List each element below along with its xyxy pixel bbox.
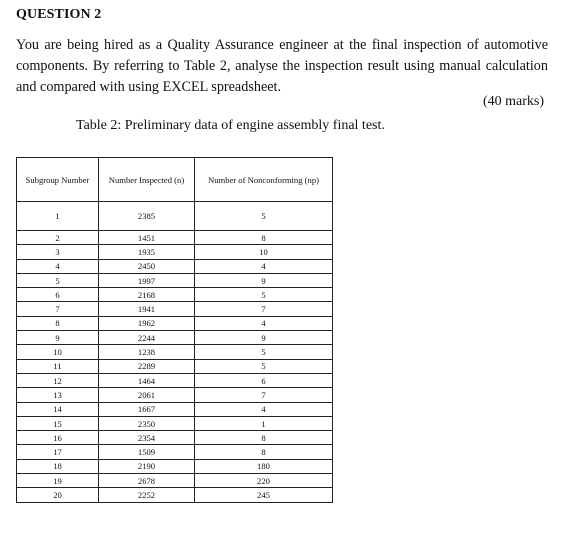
- cell-number-nonconforming: 5: [195, 345, 333, 359]
- cell-number-nonconforming: 8: [195, 231, 333, 245]
- cell-number-inspected: 1935: [99, 245, 195, 259]
- cell-subgroup-number: 12: [17, 373, 99, 387]
- table-row: [17, 316, 333, 330]
- cell-number-inspected: 2252: [99, 488, 195, 502]
- header-subgroup-number: Subgroup Number: [17, 158, 99, 202]
- question-body: You are being hired as a Quality Assurance engineer at the final inspection of automotive components. By referring to Table 2, analyse the inspection result using manual calculation and compared with using EXCEL spreadsheet.: [16, 37, 548, 95]
- cell-subgroup-number: 10: [17, 345, 99, 359]
- cell-subgroup-number: 15: [17, 416, 99, 430]
- cell-number-nonconforming: 4: [195, 316, 333, 330]
- cell-number-inspected: 2385: [99, 202, 195, 231]
- cell-number-inspected: 1962: [99, 316, 195, 330]
- cell-subgroup-number: 7: [17, 302, 99, 316]
- table-row: [17, 402, 333, 416]
- cell-number-inspected: 2190: [99, 459, 195, 473]
- table-body: [17, 202, 333, 503]
- cell-number-inspected: 1941: [99, 302, 195, 316]
- cell-subgroup-number: 14: [17, 402, 99, 416]
- cell-number-nonconforming: 7: [195, 302, 333, 316]
- cell-subgroup-number: 1: [17, 202, 99, 231]
- cell-number-inspected: 1238: [99, 345, 195, 359]
- cell-number-nonconforming: 4: [195, 259, 333, 273]
- marks-label: (40 marks): [482, 94, 544, 109]
- table-row: [17, 474, 333, 488]
- cell-subgroup-number: 9: [17, 331, 99, 345]
- table-row: [17, 288, 333, 302]
- cell-number-inspected: 2678: [99, 474, 195, 488]
- table-row: [17, 273, 333, 287]
- cell-number-nonconforming: 1: [195, 416, 333, 430]
- table-header-row: [17, 158, 333, 202]
- cell-subgroup-number: 20: [17, 488, 99, 502]
- table-row: [17, 359, 333, 373]
- cell-number-inspected: 1997: [99, 273, 195, 287]
- cell-subgroup-number: 16: [17, 431, 99, 445]
- inspection-data-table: [16, 157, 333, 503]
- cell-subgroup-number: 3: [17, 245, 99, 259]
- table-row: [17, 445, 333, 459]
- header-number-nonconforming: Number of Nonconforming (np): [195, 158, 333, 202]
- cell-subgroup-number: 8: [17, 316, 99, 330]
- cell-number-nonconforming: 180: [195, 459, 333, 473]
- cell-number-nonconforming: 5: [195, 202, 333, 231]
- table-row: [17, 431, 333, 445]
- cell-subgroup-number: 2: [17, 231, 99, 245]
- cell-subgroup-number: 11: [17, 359, 99, 373]
- cell-number-nonconforming: 9: [195, 273, 333, 287]
- cell-number-inspected: 2244: [99, 331, 195, 345]
- cell-number-nonconforming: 7: [195, 388, 333, 402]
- table-caption: Table 2: Preliminary data of engine assembly final test.: [76, 118, 385, 133]
- cell-number-nonconforming: 9: [195, 331, 333, 345]
- cell-number-inspected: 2061: [99, 388, 195, 402]
- cell-number-inspected: 2168: [99, 288, 195, 302]
- table-row: [17, 231, 333, 245]
- question-heading: QUESTION 2: [16, 7, 102, 22]
- cell-number-nonconforming: 245: [195, 488, 333, 502]
- table-row: [17, 345, 333, 359]
- data-table-container: [16, 157, 333, 503]
- table-row: [17, 202, 333, 231]
- header-number-inspected: Number Inspected (n): [99, 158, 195, 202]
- cell-subgroup-number: 6: [17, 288, 99, 302]
- cell-number-inspected: 1509: [99, 445, 195, 459]
- table-row: [17, 259, 333, 273]
- cell-subgroup-number: 13: [17, 388, 99, 402]
- cell-number-nonconforming: 8: [195, 431, 333, 445]
- cell-number-inspected: 1464: [99, 373, 195, 387]
- table-row: [17, 245, 333, 259]
- cell-number-inspected: 2354: [99, 431, 195, 445]
- cell-number-nonconforming: 10: [195, 245, 333, 259]
- cell-number-inspected: 1451: [99, 231, 195, 245]
- cell-number-inspected: 2289: [99, 359, 195, 373]
- cell-number-inspected: 2450: [99, 259, 195, 273]
- cell-subgroup-number: 19: [17, 474, 99, 488]
- table-row: [17, 302, 333, 316]
- cell-number-nonconforming: 220: [195, 474, 333, 488]
- cell-subgroup-number: 5: [17, 273, 99, 287]
- cell-number-inspected: 2350: [99, 416, 195, 430]
- cell-number-nonconforming: 6: [195, 373, 333, 387]
- table-row: [17, 373, 333, 387]
- table-row: [17, 488, 333, 502]
- cell-subgroup-number: 18: [17, 459, 99, 473]
- table-row: [17, 331, 333, 345]
- table-row: [17, 416, 333, 430]
- cell-number-nonconforming: 8: [195, 445, 333, 459]
- cell-subgroup-number: 4: [17, 259, 99, 273]
- table-row: [17, 459, 333, 473]
- cell-number-nonconforming: 4: [195, 402, 333, 416]
- cell-number-nonconforming: 5: [195, 359, 333, 373]
- table-row: [17, 388, 333, 402]
- cell-number-inspected: 1667: [99, 402, 195, 416]
- cell-subgroup-number: 17: [17, 445, 99, 459]
- cell-number-nonconforming: 5: [195, 288, 333, 302]
